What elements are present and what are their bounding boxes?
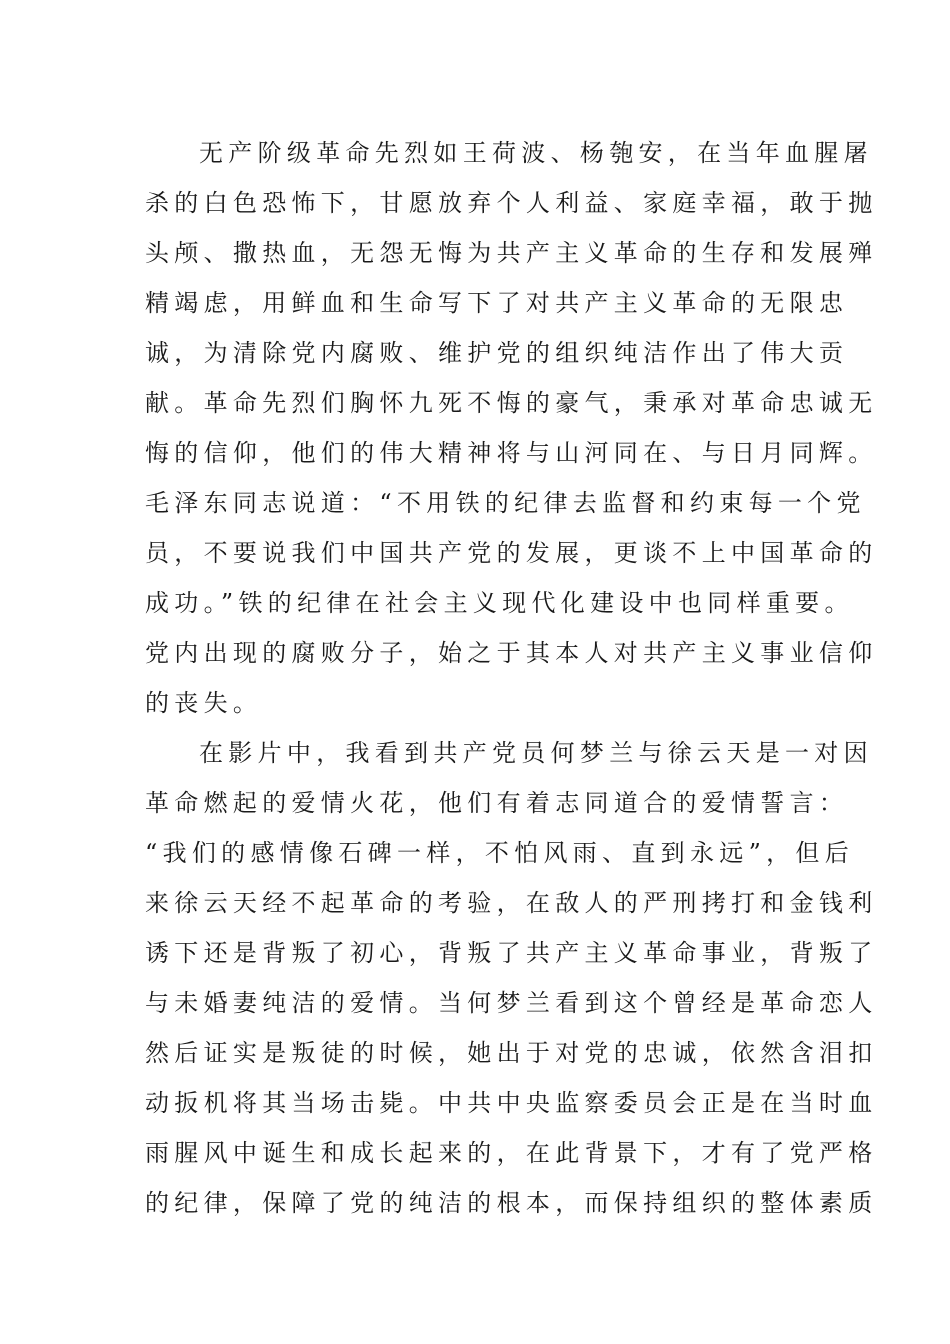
text-line: 头颅、撒热血，无怨无悔为共产主义革命的生存和发展殚 <box>145 239 878 267</box>
text-line: 雨腥风中诞生和成长起来的，在此背景下，才有了党严格 <box>145 1139 878 1167</box>
text-line: 诱下还是背叛了初心，背叛了共产主义革命事业，背叛了 <box>145 939 878 967</box>
text-line: 无产阶级革命先烈如王荷波、杨匏安，在当年血腥屠 <box>199 139 873 167</box>
text-line: 悔的信仰，他们的伟大精神将与山河同在、与日月同辉。 <box>145 439 878 467</box>
paragraph-1 <box>145 128 878 728</box>
text-line: 来徐云天经不起革命的考验，在敌人的严刑拷打和金钱利 <box>145 889 878 917</box>
text-line: 杀的白色恐怖下，甘愿放弃个人利益、家庭幸福，敢于抛 <box>145 189 878 217</box>
text-line: 与未婚妻纯洁的爱情。当何梦兰看到这个曾经是革命恋人 <box>145 989 878 1017</box>
text-line: 成功。”铁的纪律在社会主义现代化建设中也同样重要。 <box>145 589 854 617</box>
text-line: 然后证实是叛徒的时候，她出于对党的忠诚，依然含泪扣 <box>145 1039 878 1067</box>
document-body <box>145 128 878 1228</box>
text-line: 在影片中，我看到共产党员何梦兰与徐云天是一对因 <box>199 739 873 767</box>
text-line: 革命燃起的爱情火花，他们有着志同道合的爱情誓言： <box>145 789 849 817</box>
text-line: 党内出现的腐败分子，始之于其本人对共产主义事业信仰 <box>145 639 878 667</box>
text-line: 毛泽东同志说道：“不用铁的纪律去监督和约束每一个党 <box>145 489 866 517</box>
text-line: “我们的感情像石碑一样，不怕风雨、直到永远”，但后 <box>145 839 855 867</box>
text-line: 的纪律，保障了党的纯洁的根本，而保持组织的整体素质 <box>145 1189 878 1217</box>
text-line: 动扳机将其当场击毙。中共中央监察委员会正是在当时血 <box>145 1089 878 1117</box>
text-line: 员，不要说我们中国共产党的发展，更谈不上中国革命的 <box>145 539 878 567</box>
text-line: 精竭虑，用鲜血和生命写下了对共产主义革命的无限忠 <box>145 289 849 317</box>
text-line: 诚，为清除党内腐败、维护党的组织纯洁作出了伟大贡 <box>145 339 849 367</box>
text-line: 献。革命先烈们胸怀九死不悔的豪气，秉承对革命忠诚无 <box>145 389 878 417</box>
text-line: 的丧失。 <box>145 689 263 717</box>
paragraph-2 <box>145 728 878 1228</box>
